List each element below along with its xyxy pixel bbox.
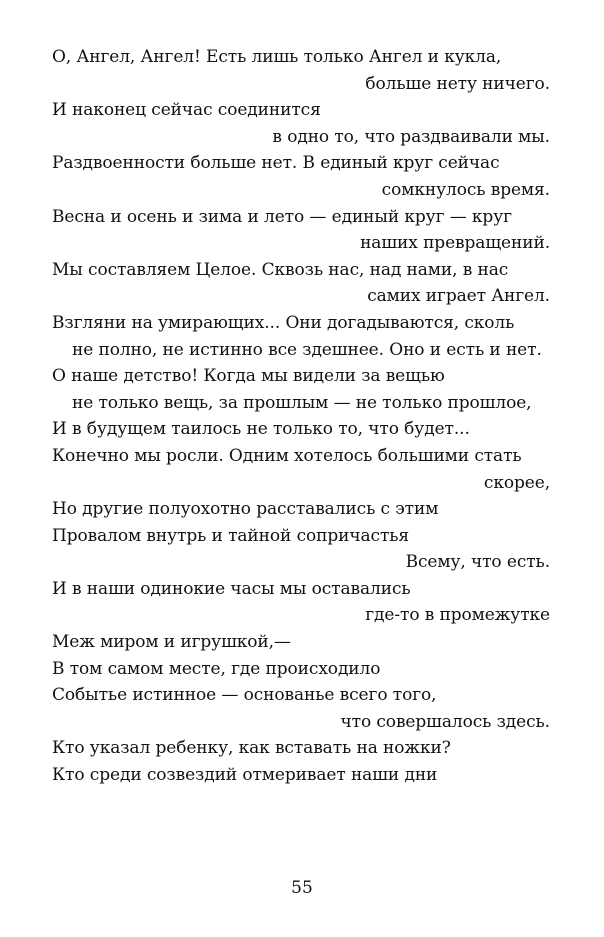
poem-line: Кто указал ребенку, как вставать на ножки? bbox=[52, 738, 451, 759]
poem-line: Но другие полуохотно расставались с этим bbox=[52, 499, 439, 520]
page-number: 55 bbox=[291, 878, 313, 898]
poem-line-continuation: где-то в промежутке bbox=[365, 605, 550, 626]
poem-line: Меж миром и игрушкой,— bbox=[52, 632, 291, 653]
poem-text bbox=[52, 44, 550, 789]
poem-line: О наше детство! Когда мы видели за вещью bbox=[52, 366, 445, 387]
poem-line: Провалом внутрь и тайной сопричастья bbox=[52, 525, 410, 546]
poem-line-continuation: Всему, что есть. bbox=[405, 552, 550, 573]
poem-line-continuation: не полно, не истинно все здешнее. Оно и есть и нет. bbox=[72, 339, 542, 360]
poem-line-continuation: скорее, bbox=[483, 472, 550, 493]
poem-line: Конечно мы росли. Одним хотелось большими стать bbox=[52, 445, 522, 466]
poem-line: И в наши одинокие часы мы оставались bbox=[52, 578, 411, 599]
poem-line: И в будущем таилось не только то, что будет... bbox=[52, 419, 470, 440]
poem-line-continuation: самих играет Ангел. bbox=[367, 286, 550, 307]
poem-line: Весна и осень и зима и лето — единый круг — круг bbox=[52, 206, 512, 227]
poem-line: Раздвоенности больше нет. В единый круг сейчас bbox=[52, 153, 500, 174]
poem-line: Кто среди созвездий отмеривает наши дни bbox=[52, 765, 438, 786]
poem-line-continuation: что совершалось здесь. bbox=[340, 711, 550, 732]
poem-line: В том самом месте, где происходило bbox=[52, 658, 381, 679]
poem-line: Событье истинное — основанье всего того, bbox=[52, 685, 437, 706]
poem-line: Взгляни на умирающих... Они догадываются, сколь bbox=[52, 312, 515, 333]
poem-line-continuation: сомкнулось время. bbox=[381, 179, 550, 200]
poem-line-continuation: не только вещь, за прошлым — не только прошлое, bbox=[72, 392, 532, 413]
poem-line: О, Ангел, Ангел! Есть лишь только Ангел и кукла, bbox=[52, 47, 502, 67]
poem-line: Мы составляем Целое. Сквозь нас, над нами, в нас bbox=[52, 259, 509, 280]
poem-line: И наконец сейчас соединится bbox=[52, 100, 321, 121]
poem-line-continuation: больше нету ничего. bbox=[365, 73, 550, 94]
poem-line-continuation: в одно то, что раздваивали мы. bbox=[272, 126, 550, 147]
poem-line-continuation: наших превращений. bbox=[360, 233, 550, 254]
